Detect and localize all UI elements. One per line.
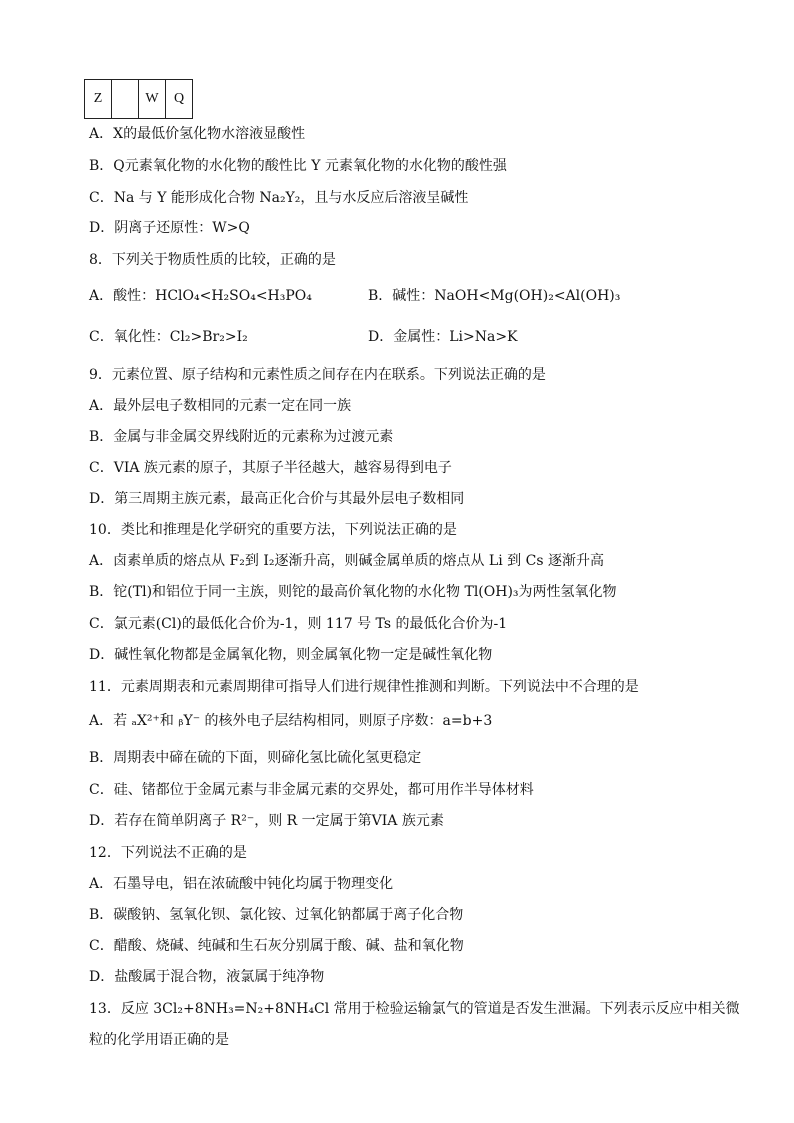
q7-option-c: C．Na 与 Y 能形成化合物 Na₂Y₂，且与水反应后溶液呈碱性	[89, 190, 469, 206]
q12-option-b: B．碳酸钠、氢氧化钡、氯化铵、过氧化钠都属于离子化合物	[89, 907, 464, 923]
q13-stem-line2: 粒的化学用语正确的是	[89, 1032, 229, 1048]
q7-option-b: B．Q元素氧化物的水化物的酸性比 Y 元素氧化物的水化物的酸性强	[89, 158, 507, 174]
q9-option-b: B．金属与非金属交界线附近的元素称为过渡元素	[89, 429, 394, 445]
q10-stem: 10．类比和推理是化学研究的重要方法，下列说法正确的是	[89, 522, 457, 538]
q10-option-a: A．卤素单质的熔点从 F₂到 I₂逐渐升高，则碱金属单质的熔点从 Li 到 Cs 逐渐升高	[89, 553, 604, 569]
q12-stem: 12．下列说法不正确的是	[89, 845, 247, 861]
q12-option-c: C．醋酸、烧碱、纯碱和生石灰分别属于酸、碱、盐和氧化物	[89, 938, 464, 954]
q12-option-d: D．盐酸属于混合物，液氯属于纯净物	[89, 969, 325, 985]
q10-option-b: B．铊(Tl)和铝位于同一主族，则铊的最高价氧化物的水化物 Tl(OH)₃为两性氢氧化物	[89, 584, 617, 600]
q11-option-c: C．硅、锗都位于金属元素与非金属元素的交界处，都可用作半导体材料	[89, 782, 534, 798]
table-cell: Z	[85, 80, 112, 119]
q10-option-d: D．碱性氧化物都是金属氧化物，则金属氧化物一定是碱性氧化物	[89, 647, 493, 663]
q8-option-c: C．氧化性：Cl₂>Br₂>I₂	[89, 329, 248, 345]
q9-option-d: D．第三周期主族元素，最高正化合价与其最外层电子数相同	[89, 491, 465, 507]
q8-option-a: A．酸性：HClO₄<H₂SO₄<H₃PO₄	[89, 288, 312, 304]
q8-stem: 8．下列关于物质性质的比较，正确的是	[89, 252, 336, 268]
q8-option-d: D．金属性：Li>Na>K	[368, 329, 518, 345]
q10-option-c: C．氯元素(Cl)的最低化合价为-1，则 117 号 Ts 的最低化合价为-1	[89, 616, 508, 632]
q9-option-a: A．最外层电子数相同的元素一定在同一族	[89, 398, 352, 414]
q11-option-b: B．周期表中碲在硫的下面，则碲化氢比硫化氢更稳定	[89, 750, 422, 766]
q11-option-d: D．若存在简单阴离子 R²⁻，则 R 一定属于第VIA 族元素	[89, 813, 444, 829]
q9-stem: 9．元素位置、原子结构和元素性质之间存在内在联系。下列说法正确的是	[89, 367, 546, 383]
q11-stem: 11．元素周期表和元素周期律可指导人们进行规律性推测和判断。下列说法中不合理的是	[89, 679, 639, 695]
q11-option-a: A．若 ₐX²⁺和 ᵦY⁻ 的核外电子层结构相同，则原子序数：a=b+3	[89, 713, 493, 729]
q13-stem-line1: 13．反应 3Cl₂+8NH₃=N₂+8NH₄Cl 常用于检验运输氯气的管道是否发生泄漏。下列表示反应中相关微	[89, 1001, 740, 1017]
table-cell: Q	[166, 80, 193, 119]
q7-option-a: A．X的最低价氢化物水溶液显酸性	[89, 126, 306, 142]
q9-option-c: C．VIA 族元素的原子，其原子半径越大，越容易得到电子	[89, 460, 452, 476]
table-cell: W	[139, 80, 166, 119]
q8-option-b: B．碱性：NaOH<Mg(OH)₂<Al(OH)₃	[368, 288, 621, 304]
table-cell	[112, 80, 139, 119]
periodic-fragment-table	[84, 79, 193, 119]
q12-option-a: A．石墨导电，铝在浓硫酸中钝化均属于物理变化	[89, 876, 394, 892]
q7-option-d: D．阴离子还原性：W>Q	[89, 220, 250, 236]
